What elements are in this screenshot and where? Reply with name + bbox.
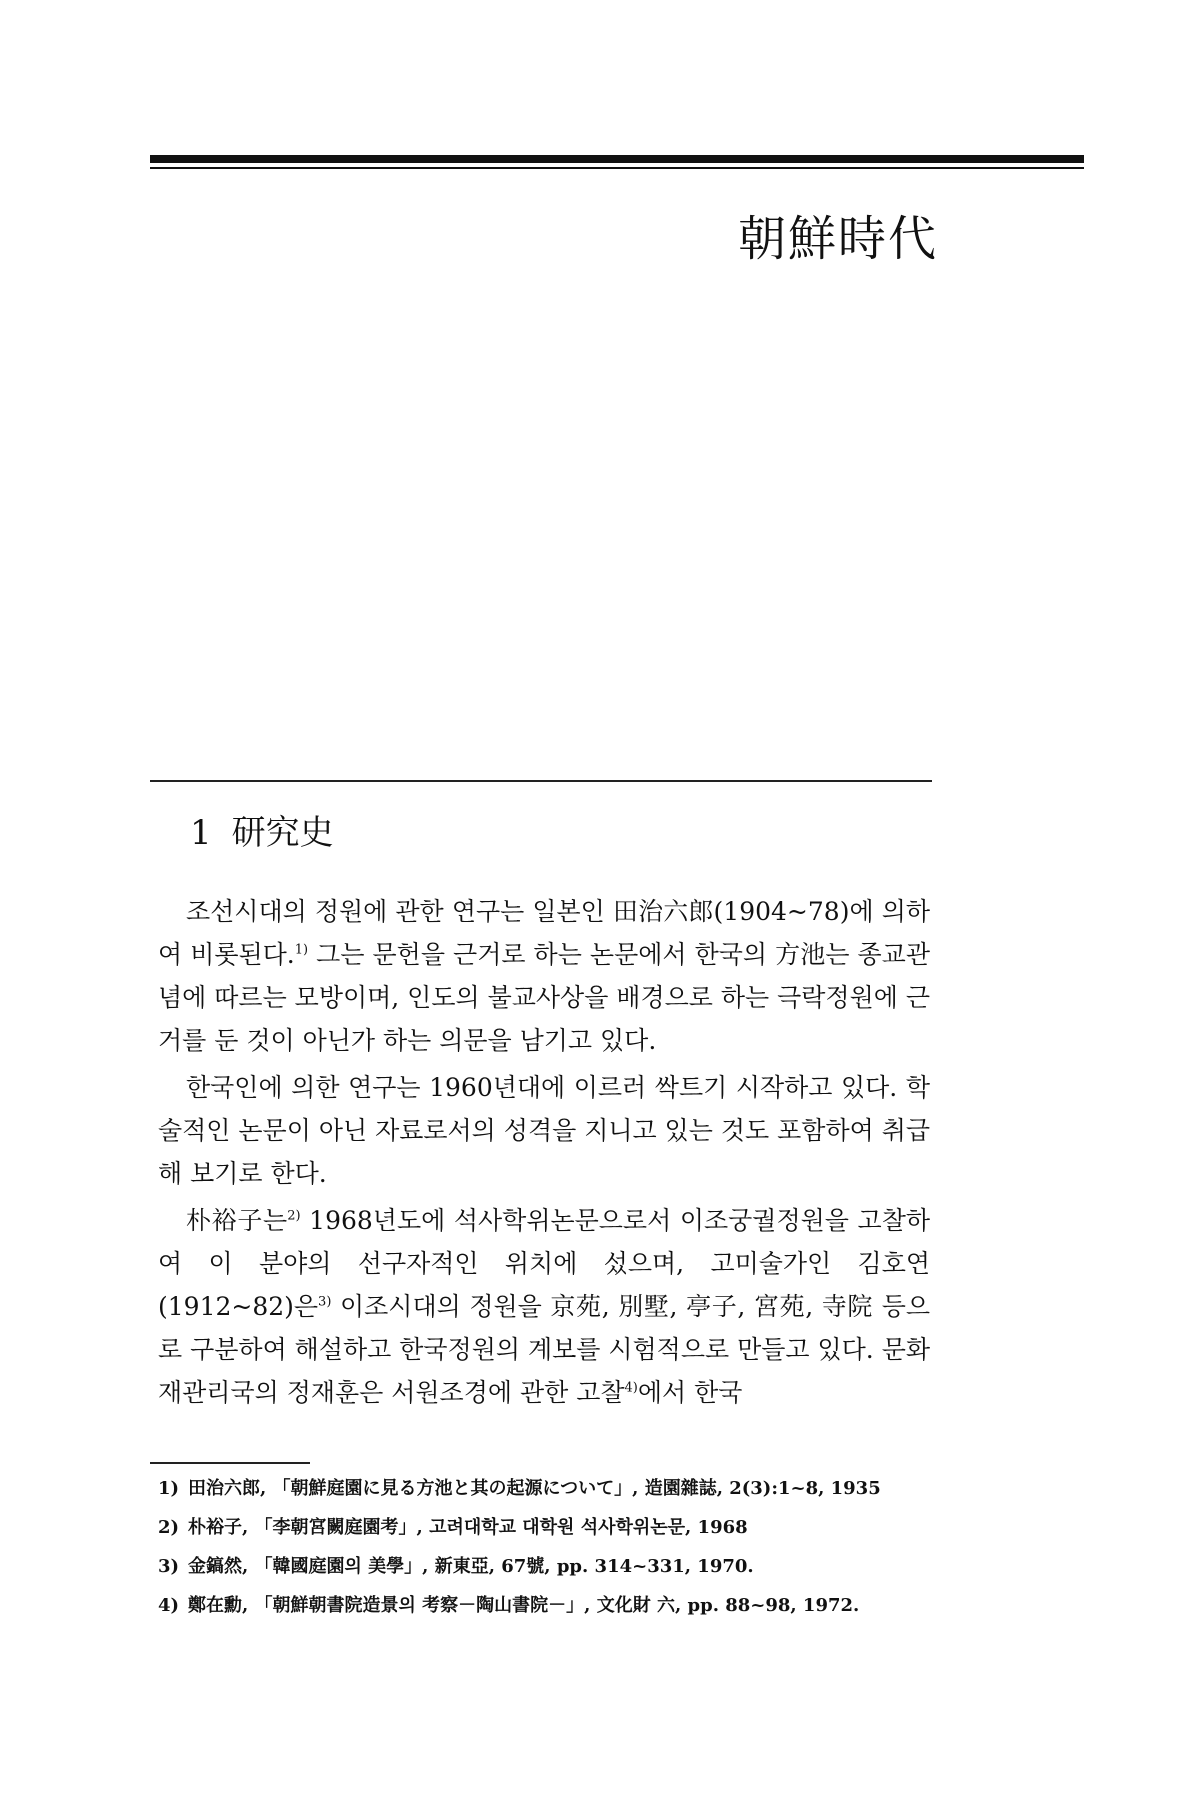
footnote-number: 1) — [158, 1478, 180, 1499]
header-rule-thin — [150, 167, 1084, 169]
footnote-text: 金鎬然, 「韓國庭園의 美學」, 新東亞, 67號, pp. 314~331, 1970. — [188, 1556, 754, 1577]
chapter-title: 朝鮮時代 — [737, 211, 938, 267]
footnote-number: 2) — [158, 1517, 180, 1538]
header-rule-thick — [150, 155, 1084, 163]
footnote-ref-4[interactable]: 4) — [624, 1380, 638, 1396]
body-text — [158, 890, 930, 1418]
footnote-text: 鄭在勳, 「朝鮮朝書院造景의 考察－陶山書院－」, 文化財 六, pp. 88~98, 1972. — [188, 1595, 860, 1616]
paragraph-2-text: 한국인에 의한 연구는 1960년대에 이르러 싹트기 시작하고 있다. 학술적인 논문이 아닌 자료로서의 성격을 지니고 있는 것도 포함하여 취급해 보기로 한다. — [158, 1073, 930, 1188]
paragraph-1-text-b: 그는 문헌을 근거로 하는 논문에서 한국의 方池는 종교관념에 따르는 모방이며, 인도의 불교사상을 배경으로 하는 극락정원에 근거를 둔 것이 아닌가 하는 의문을 남기고 있다. — [158, 940, 930, 1055]
footnote-rule — [150, 1462, 310, 1464]
section-heading — [190, 805, 334, 854]
footnote-2 — [158, 1511, 938, 1544]
paragraph-3-text-c: 이조시대의 정원을 京苑, 別墅, 亭子, 宮苑, 寺院 등으로 구분하여 해설하고 한국정원의 계보를 시험적으로 만들고 있다. 문화재관리국의 정재훈은 서원조경에 관한 고찰 — [158, 1292, 930, 1407]
footnotes — [158, 1472, 938, 1628]
footnote-ref-1[interactable]: 1) — [294, 942, 309, 958]
paragraph-3-text-a: 朴裕子는 — [186, 1206, 288, 1235]
paragraph-2 — [158, 1066, 930, 1195]
footnote-1 — [158, 1472, 938, 1505]
section-rule — [150, 780, 932, 782]
footnote-4 — [158, 1589, 938, 1622]
paragraph-3-text-d: 에서 한국 — [637, 1378, 743, 1407]
paragraph-1-text-a: 조선시대의 정원에 관한 연구는 일본인 田治六郎(1904~78)에 의하여 비롯된다. — [158, 897, 930, 969]
footnote-number: 3) — [158, 1556, 180, 1577]
footnote-number: 4) — [158, 1595, 180, 1616]
paragraph-3-text-b: 1968년도에 석사학위논문으로서 이조궁궐정원을 고찰하여 이 분야의 선구자적인 위치에 섰으며, 고미술가인 김호연(1912~82)은 — [158, 1206, 930, 1321]
paragraph-1 — [158, 890, 930, 1062]
footnote-text: 朴裕子, 「李朝宮闕庭園考」, 고려대학교 대학원 석사학위논문, 1968 — [188, 1517, 748, 1538]
paragraph-3 — [158, 1199, 930, 1414]
footnote-3 — [158, 1550, 938, 1583]
section-number: 1 — [190, 813, 212, 853]
footnote-ref-2[interactable]: 2) — [287, 1208, 301, 1224]
footnote-text: 田治六郎, 「朝鮮庭園に見る方池と其の起源について」, 造園雜誌, 2(3):1~8, 1935 — [188, 1478, 881, 1499]
footnote-ref-3[interactable]: 3) — [318, 1294, 332, 1310]
section-title: 研究史 — [231, 813, 334, 853]
